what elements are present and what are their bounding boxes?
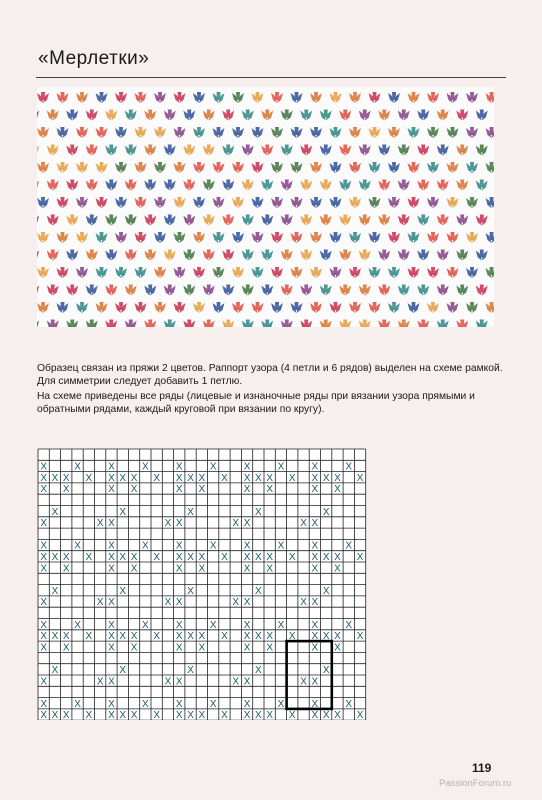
chart-symbol: X — [311, 597, 319, 609]
chart-symbol: X — [142, 461, 149, 473]
chart-symbol: X — [142, 698, 149, 710]
chart-symbol: X — [40, 563, 47, 575]
chart-symbol: X — [51, 585, 59, 597]
chart-symbol: X — [243, 597, 251, 609]
chart-symbol: X — [243, 461, 251, 473]
chart-symbol: X — [311, 540, 319, 552]
chart-symbol: X — [74, 461, 81, 473]
chart-symbol: X — [108, 563, 115, 575]
chart-symbol: X — [243, 619, 251, 631]
chart-symbol: X — [175, 619, 183, 631]
chart-symbol: X — [311, 484, 319, 496]
chart-symbol: X — [311, 642, 319, 654]
chart-symbol: X — [40, 461, 47, 473]
chart-symbol: X — [40, 619, 47, 631]
chart-symbol: X — [322, 585, 330, 597]
chart-symbol: X — [175, 710, 183, 720]
chart-symbol: X — [311, 698, 319, 710]
chart-symbol: X — [221, 551, 228, 563]
chart-symbol: X — [51, 506, 59, 518]
chart-symbol: X — [62, 563, 70, 575]
chart-symbol: X — [322, 551, 330, 563]
knitting-pattern-image — [37, 87, 494, 327]
chart-symbol: X — [119, 710, 127, 720]
chart-symbol: X — [175, 563, 183, 575]
chart-symbol: X — [119, 664, 127, 676]
chart-symbol: X — [175, 597, 183, 609]
chart-symbol: X — [108, 698, 115, 710]
chart-symbol: X — [300, 676, 307, 688]
chart-symbol: X — [356, 631, 364, 643]
chart-symbol: X — [334, 551, 341, 563]
chart-symbol: X — [62, 484, 70, 496]
chart-symbol: X — [266, 563, 273, 575]
chart-symbol: X — [40, 642, 47, 654]
chart-symbol: X — [108, 518, 115, 530]
knitting-sample-photo — [37, 87, 494, 327]
chart-symbol: X — [187, 506, 194, 518]
chart-symbol: X — [277, 698, 285, 710]
chart-symbol: X — [187, 631, 194, 643]
chart-symbol: X — [187, 664, 194, 676]
chart-symbol: X — [108, 484, 115, 496]
chart-symbol: X — [334, 472, 341, 484]
chart-symbol: X — [40, 540, 47, 552]
chart-symbol: X — [345, 698, 353, 710]
chart-symbol: X — [345, 461, 353, 473]
chart-symbol: X — [130, 484, 138, 496]
chart-symbol: X — [175, 472, 183, 484]
chart-symbol: X — [243, 710, 251, 720]
chart-symbol: X — [142, 540, 149, 552]
chart-symbol: X — [221, 710, 228, 720]
chart-symbol: X — [108, 597, 115, 609]
chart-symbol: X — [243, 551, 251, 563]
chart-symbol: X — [243, 676, 251, 688]
chart-symbol: X — [311, 676, 319, 688]
chart-symbol: X — [277, 619, 285, 631]
chart-symbol: X — [85, 551, 93, 563]
chart-symbol: X — [209, 619, 217, 631]
chart-symbol: X — [209, 540, 217, 552]
chart-symbol: X — [266, 710, 273, 720]
chart-symbol: X — [198, 642, 206, 654]
chart-symbol: X — [62, 642, 70, 654]
chart-symbol: X — [142, 619, 149, 631]
chart-symbol: X — [108, 540, 115, 552]
chart-symbol: X — [175, 540, 183, 552]
chart-symbol: X — [62, 710, 70, 720]
chart-symbol: X — [334, 642, 341, 654]
chart-symbol: X — [175, 484, 183, 496]
chart-symbol: X — [334, 484, 341, 496]
chart-symbol: X — [243, 472, 251, 484]
chart-symbol: X — [322, 710, 330, 720]
chart-symbol: X — [255, 551, 262, 563]
chart-symbol: X — [130, 710, 138, 720]
chart-symbol: X — [288, 472, 296, 484]
chart-symbol: X — [334, 710, 341, 720]
chart-symbol: X — [232, 518, 240, 530]
chart-symbol: X — [108, 551, 115, 563]
chart-symbol: X — [108, 710, 115, 720]
description-paragraph-1: Образец связан из пряжи 2 цветов. Раппорт узора (4 петли и 6 рядов) выделен на схеме рамкой. Для симметрии следует добавить 1 петлю. — [37, 363, 503, 387]
chart-symbol: X — [119, 551, 127, 563]
chart-symbol: X — [334, 631, 341, 643]
chart-symbol: X — [277, 540, 285, 552]
chart-symbol: X — [130, 642, 138, 654]
chart-symbol: X — [187, 472, 194, 484]
chart-symbol: X — [232, 597, 240, 609]
chart-symbol: X — [96, 676, 104, 688]
chart-symbol: X — [322, 506, 330, 518]
chart-symbol: X — [85, 631, 93, 643]
chart-symbol: X — [243, 642, 251, 654]
chart-symbol: X — [175, 518, 183, 530]
chart-symbol: X — [108, 642, 115, 654]
chart-symbol: X — [198, 484, 206, 496]
chart-symbol: X — [119, 631, 127, 643]
chart-symbol: X — [85, 710, 93, 720]
chart-symbol: X — [85, 472, 93, 484]
chart-symbol: X — [153, 551, 160, 563]
description-paragraph-2: На схеме приведены все ряды (лицевые и изнаночные ряды при вязании узора прямыми и обратными рядами, каждый круговой при вязании по кругу). — [37, 391, 475, 415]
chart-symbol: X — [198, 563, 206, 575]
chart-symbol: X — [255, 506, 262, 518]
chart-symbol: X — [51, 664, 59, 676]
chart-symbol: X — [198, 710, 206, 720]
chart-symbol: X — [175, 461, 183, 473]
chart-symbol: X — [130, 551, 138, 563]
chart-symbol: X — [266, 472, 273, 484]
chart-symbol: X — [74, 619, 81, 631]
chart-symbol: X — [243, 484, 251, 496]
chart-symbol: X — [243, 518, 251, 530]
chart-symbol: X — [356, 710, 364, 720]
chart-symbol: X — [74, 698, 81, 710]
chart-symbol: X — [108, 676, 115, 688]
chart-symbol: X — [322, 472, 330, 484]
chart-symbol: X — [311, 619, 319, 631]
chart-symbol: X — [40, 597, 47, 609]
chart-symbol: X — [311, 563, 319, 575]
chart-symbol: X — [266, 642, 273, 654]
chart-symbol: X — [345, 540, 353, 552]
chart-symbol: X — [232, 676, 240, 688]
chart-symbol: X — [153, 631, 160, 643]
chart-symbol: X — [198, 472, 206, 484]
chart-symbol: X — [108, 472, 115, 484]
chart-symbol: X — [198, 631, 206, 643]
page-number: 119 — [472, 761, 492, 775]
chart-symbol: X — [40, 484, 47, 496]
chart-symbol: X — [266, 551, 273, 563]
chart-symbol: X — [255, 585, 262, 597]
chart-symbol: X — [288, 710, 296, 720]
chart-symbol: X — [221, 472, 228, 484]
chart-symbol: X — [187, 710, 194, 720]
chart-symbol: X — [243, 540, 251, 552]
chart-symbol: X — [255, 664, 262, 676]
chart-symbol: X — [255, 631, 262, 643]
chart-symbol: X — [198, 551, 206, 563]
knitting-chart — [37, 448, 367, 720]
chart-symbol: X — [62, 551, 70, 563]
chart-symbol: X — [119, 506, 127, 518]
chart-symbol: X — [62, 472, 70, 484]
chart-symbol: X — [243, 563, 251, 575]
chart-symbol: X — [209, 698, 217, 710]
chart-symbol: X — [243, 698, 251, 710]
chart-symbol: X — [175, 642, 183, 654]
chart-symbol: X — [164, 597, 172, 609]
chart-symbol: X — [96, 597, 104, 609]
chart-symbol: X — [108, 619, 115, 631]
page-title: «Мерлетки» — [38, 48, 150, 69]
chart-symbol: X — [345, 619, 353, 631]
chart-symbol: X — [51, 710, 59, 720]
chart-symbol: X — [40, 518, 47, 530]
chart-symbol: X — [130, 563, 138, 575]
chart-symbol: X — [51, 472, 59, 484]
chart-symbol: X — [130, 631, 138, 643]
chart-symbol: X — [175, 698, 183, 710]
chart-symbol: X — [108, 631, 115, 643]
chart-grid — [37, 448, 367, 720]
watermark: PassionForum.ru — [439, 778, 512, 789]
chart-symbol: X — [311, 631, 319, 643]
chart-symbol: X — [40, 676, 47, 688]
chart-symbol: X — [311, 472, 319, 484]
chart-symbol: X — [40, 710, 47, 720]
title-divider — [36, 77, 506, 78]
chart-symbol: X — [164, 518, 172, 530]
chart-symbol: X — [119, 472, 127, 484]
chart-symbol: X — [153, 472, 160, 484]
chart-symbol: X — [322, 631, 330, 643]
chart-symbol: X — [334, 563, 341, 575]
chart-symbol: X — [311, 710, 319, 720]
chart-symbol: X — [243, 631, 251, 643]
chart-symbol: X — [300, 597, 307, 609]
chart-symbol: X — [187, 585, 194, 597]
chart-symbol: X — [119, 585, 127, 597]
chart-symbol: X — [175, 551, 183, 563]
chart-symbol: X — [322, 664, 330, 676]
chart-symbol: X — [277, 461, 285, 473]
chart-symbol: X — [209, 461, 217, 473]
chart-symbol: X — [311, 461, 319, 473]
chart-symbol: X — [51, 631, 59, 643]
chart-symbol: X — [356, 472, 364, 484]
chart-symbol: X — [255, 710, 262, 720]
chart-symbol: X — [40, 698, 47, 710]
chart-symbol: X — [221, 631, 228, 643]
chart-symbol: X — [356, 551, 364, 563]
chart-symbol: X — [108, 461, 115, 473]
chart-symbol: X — [153, 710, 160, 720]
chart-symbol: X — [266, 631, 273, 643]
chart-symbol: X — [40, 551, 47, 563]
chart-symbol: X — [175, 631, 183, 643]
chart-symbol: X — [96, 518, 104, 530]
chart-symbol: X — [311, 518, 319, 530]
chart-symbol: X — [187, 551, 194, 563]
chart-symbol: X — [74, 540, 81, 552]
chart-symbol: X — [40, 472, 47, 484]
chart-symbol: X — [288, 631, 296, 643]
chart-symbol: X — [255, 472, 262, 484]
chart-symbol: X — [130, 472, 138, 484]
chart-symbol: X — [62, 631, 70, 643]
chart-symbol: X — [311, 551, 319, 563]
chart-symbol: X — [40, 631, 47, 643]
chart-symbol: X — [266, 484, 273, 496]
chart-symbol: X — [175, 676, 183, 688]
chart-symbol: X — [288, 551, 296, 563]
chart-symbol: X — [300, 518, 307, 530]
chart-symbol: X — [164, 676, 172, 688]
chart-symbol: X — [51, 551, 59, 563]
